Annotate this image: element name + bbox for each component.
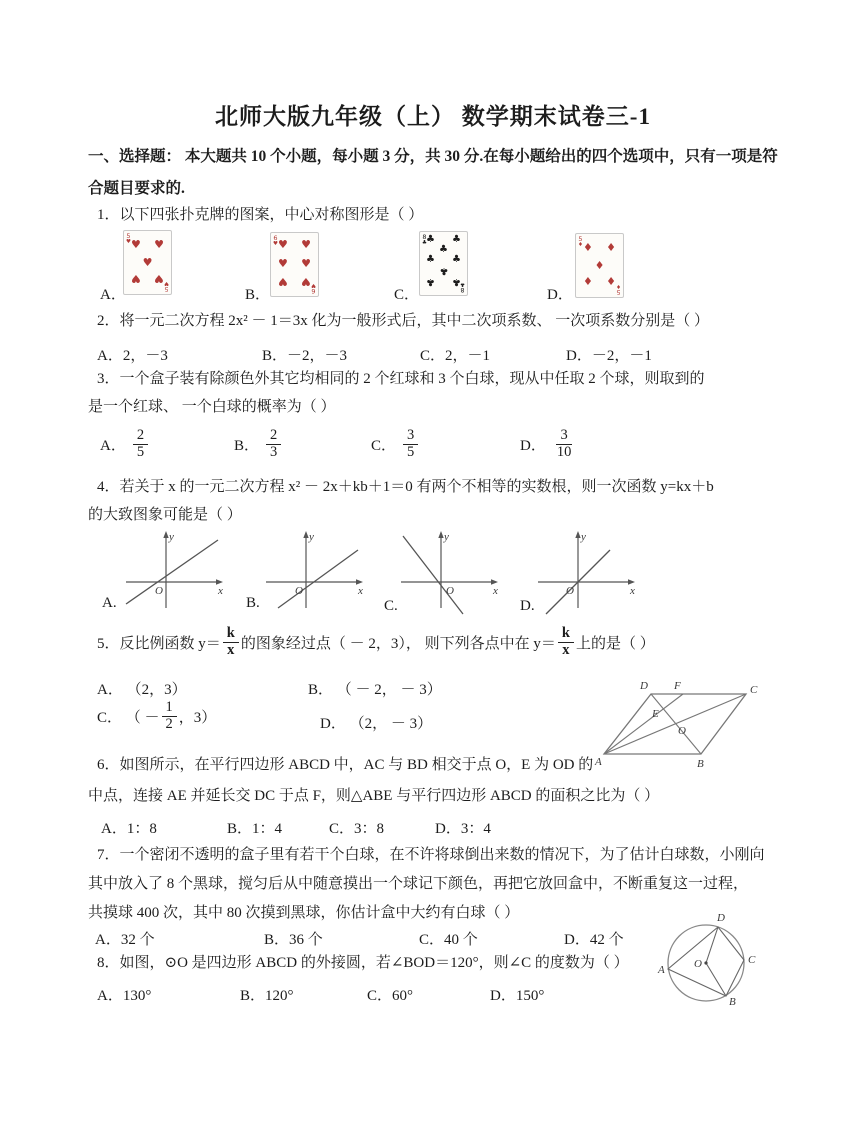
club-pip-icon: ♣ (426, 234, 435, 245)
q8-option-c: C．60° (367, 988, 414, 1004)
fraction: $\frac{3}{10}$ (556, 427, 572, 460)
section-header-line2: 合题目要求的. (88, 180, 185, 197)
svg-text:O: O (446, 585, 454, 597)
svg-text:F: F (674, 680, 681, 692)
svg-text:C: C (748, 954, 756, 966)
svg-text:E: E (652, 708, 659, 720)
heart-pip-icon: ♥ (131, 272, 141, 285)
card-rank-corner: 8 ♣ (422, 233, 427, 246)
question-7-line3: 共摸球 400 次，其中 80 次摸到黑球，你估计盒中大约有白球（ ） (88, 905, 520, 921)
svg-text:A: A (595, 756, 602, 768)
heart-pip-icon: ♥ (278, 257, 288, 270)
q8-option-d: D．150° (490, 988, 545, 1004)
heart-pip-icon: ♥ (278, 238, 288, 251)
diamond-pip-icon: ♦ (583, 241, 593, 254)
svg-text:O: O (155, 585, 163, 597)
q2-option-a: A．2，－3 (97, 348, 168, 364)
q2-option-c: C．2，－1 (420, 348, 491, 364)
heart-pip-icon: ♥ (278, 275, 288, 288)
club-pip-icon: ♣ (439, 265, 448, 276)
page-title: 北师大版九年级（上） 数学期末试卷三-1 (215, 104, 651, 129)
line-negative-slope-negative-intercept (403, 536, 463, 614)
card-rank-corner: 5 ♥ (164, 280, 169, 293)
question-3-line1: 3．一个盒子装有除颜色外其它均相同的 2 个红球和 3 个白球，现从中任取 2 个球，则取到的 (97, 371, 705, 387)
q5-option-a: A． （2，3） (97, 682, 187, 698)
svg-text:y: y (444, 531, 449, 543)
line-positive-slope-positive-intercept (126, 540, 218, 604)
svg-text:D: D (717, 912, 725, 924)
svg-text:y: y (309, 531, 314, 543)
section-header-line1: 一、选择题： 本大题共 10 个小题，每小题 3 分，共 30 分.在每小题给出的四个选项中，只有一项是符 (88, 148, 778, 165)
card-rank-corner: 6 ♥ (273, 234, 278, 247)
heart-pip-icon: ♥ (301, 238, 311, 251)
line-positive-slope-negative-intercept (278, 550, 358, 608)
q7-option-c: C．40 个 (419, 932, 478, 948)
q3-option-d: D． $\frac{3}{10}$ (520, 428, 575, 461)
q4-graph-d-label: D. (520, 598, 535, 614)
graph-option-c (393, 528, 501, 612)
q1-option-c-label: C． (394, 287, 420, 303)
club-pip-icon: ♣ (439, 244, 448, 255)
heart-pip-icon: ♥ (142, 256, 153, 269)
question-7-line2: 其中放入了 8 个黑球，搅匀后从中随意摸出一个球记下颜色，再把它放回盒中，不断重复这一过程， (88, 876, 749, 892)
graph-option-b (258, 528, 366, 612)
diagonal-ac (604, 694, 746, 754)
q8-option-b: B．120° (240, 988, 294, 1004)
svg-text:x: x (358, 585, 363, 597)
heart-pip-icon: ♥ (154, 238, 164, 251)
diamond-pip-icon: ♦ (606, 241, 616, 254)
fraction: $\frac{3}{5}$ (403, 428, 418, 461)
club-pip-icon: ♣ (452, 276, 461, 287)
heart-pip-icon: ♥ (301, 275, 311, 288)
svg-text:O: O (295, 585, 303, 597)
q3-option-b: B． $\frac{2}{3}$ (234, 428, 281, 461)
q6-option-b: B．1：4 (227, 821, 283, 837)
card-rank-corner: 8 ♣ (460, 281, 465, 294)
card-rank-corner: 5 ♦ (578, 235, 583, 248)
q6-option-c: C．3：8 (329, 821, 385, 837)
q5-option-c: C． （ － $\frac{1}{2}$ ，3） (97, 699, 217, 732)
question-6-line2: 中点，连接 AE 并延长交 DC 于点 F，则△ABE 与平行四边形 ABCD 的面积之比为（ ） (88, 788, 660, 804)
diamond-pip-icon: ♦ (594, 259, 605, 272)
circumscribed-circle-figure (655, 908, 770, 1018)
card-five-of-diamonds (575, 233, 624, 298)
question-6-line1: 6．如图所示，在平行四边形 ABCD 中，AC 与 BD 相交于点 O，E 为 OD 的 (97, 757, 594, 773)
fraction: $\frac{2}{5}$ (133, 428, 148, 461)
q3-option-c: C． $\frac{3}{5}$ (371, 428, 418, 461)
svg-text:B: B (697, 758, 704, 770)
q6-option-d: D．3：4 (435, 821, 491, 837)
svg-text:B: B (729, 996, 736, 1008)
svg-text:O: O (566, 585, 574, 597)
fraction-k-over-x: $\frac{k}{x}$ (558, 626, 574, 659)
question-4-line2: 的大致图象可能是（ ） (88, 507, 242, 523)
card-six-of-hearts (270, 232, 319, 297)
card-five-of-hearts (123, 230, 172, 295)
heart-pip-icon: ♥ (154, 272, 164, 285)
q7-option-d: D．42 个 (564, 932, 624, 948)
q8-option-a: A．130° (97, 988, 152, 1004)
question-4-line1: 4．若关于 x 的一元二次方程 x² － 2x＋kb＋1＝0 有两个不相等的实数根，则一次函数 y=kx＋b (97, 479, 714, 495)
card-eight-of-clubs (419, 231, 468, 296)
fraction: $\frac{2}{3}$ (266, 428, 281, 461)
q1-option-d-label: D． (547, 287, 573, 303)
club-pip-icon: ♣ (426, 254, 435, 265)
svg-text:x: x (493, 585, 498, 597)
diagonal-bd (651, 694, 701, 754)
question-2-text: 2．将一元二次方程 2x² － 1＝3x 化为一般形式后，其中二次项系数、 一次项系数分别是（ ） (97, 313, 710, 329)
q2-option-d: D．－2，－1 (566, 348, 652, 364)
card-rank-corner: 5 ♦ (616, 283, 621, 296)
club-pip-icon: ♣ (452, 254, 461, 265)
graph-option-a (118, 528, 226, 612)
q4-graph-c-label: C. (384, 598, 398, 614)
q1-option-b-label: B． (245, 287, 271, 303)
q3-option-a: A． $\frac{2}{5}$ (100, 428, 148, 461)
q1-option-a-label: A． (100, 287, 126, 303)
svg-text:A: A (658, 964, 665, 976)
club-pip-icon: ♣ (426, 276, 435, 287)
center-point (704, 961, 707, 964)
svg-text:O: O (678, 725, 686, 737)
q5-option-d: D． （2， － 3） (320, 716, 433, 732)
question-1-text: 1．以下四张扑克牌的图案，中心对称图形是（ ） (97, 207, 424, 223)
q4-graph-a-label: A. (102, 595, 117, 611)
question-7-line1: 7．一个密闭不透明的盒子里有若干个白球，在不许将球倒出来数的情况下，为了估计白球数，小刚向 (97, 847, 765, 863)
graph-option-d (530, 528, 638, 612)
svg-text:C: C (750, 684, 758, 696)
q6-option-a: A．1：8 (101, 821, 157, 837)
diamond-pip-icon: ♦ (583, 275, 593, 288)
svg-text:x: x (630, 585, 635, 597)
diamond-pip-icon: ♦ (606, 275, 616, 288)
question-5-text: 5．反比例函数 y＝ $\frac{k}{x}$ 的图象经过点（ － 2，3）， 则下列各点中在 y＝ $\frac{k}{x}$ 上的是（ ） (97, 625, 655, 658)
q5-option-b: B． （ － 2， － 3） (308, 682, 442, 698)
q7-option-a: A．32 个 (95, 932, 155, 948)
q7-option-b: B．36 个 (264, 932, 323, 948)
q4-graph-b-label: B. (246, 595, 260, 611)
card-rank-corner: 5 ♥ (126, 232, 131, 245)
card-rank-corner: 6 ♥ (311, 282, 316, 295)
parallelogram-figure (594, 676, 764, 772)
question-3-line2: 是一个红球、 一个白球的概率为（ ） (88, 399, 336, 415)
heart-pip-icon: ♥ (131, 238, 141, 251)
fraction-k-over-x: $\frac{k}{x}$ (223, 626, 239, 659)
club-pip-icon: ♣ (452, 234, 461, 245)
svg-text:D: D (640, 680, 648, 692)
svg-text:y: y (581, 531, 586, 543)
svg-text:O: O (694, 958, 702, 970)
svg-text:x: x (218, 585, 223, 597)
svg-text:y: y (169, 531, 174, 543)
q2-option-b: B．－2，－3 (262, 348, 348, 364)
heart-pip-icon: ♥ (301, 257, 311, 270)
fraction-one-half: $\frac{1}{2}$ (162, 700, 177, 733)
question-8-text: 8．如图，⊙O 是四边形 ABCD 的外接圆，若∠BOD＝120°，则∠C 的度数为（ ） (97, 955, 629, 971)
